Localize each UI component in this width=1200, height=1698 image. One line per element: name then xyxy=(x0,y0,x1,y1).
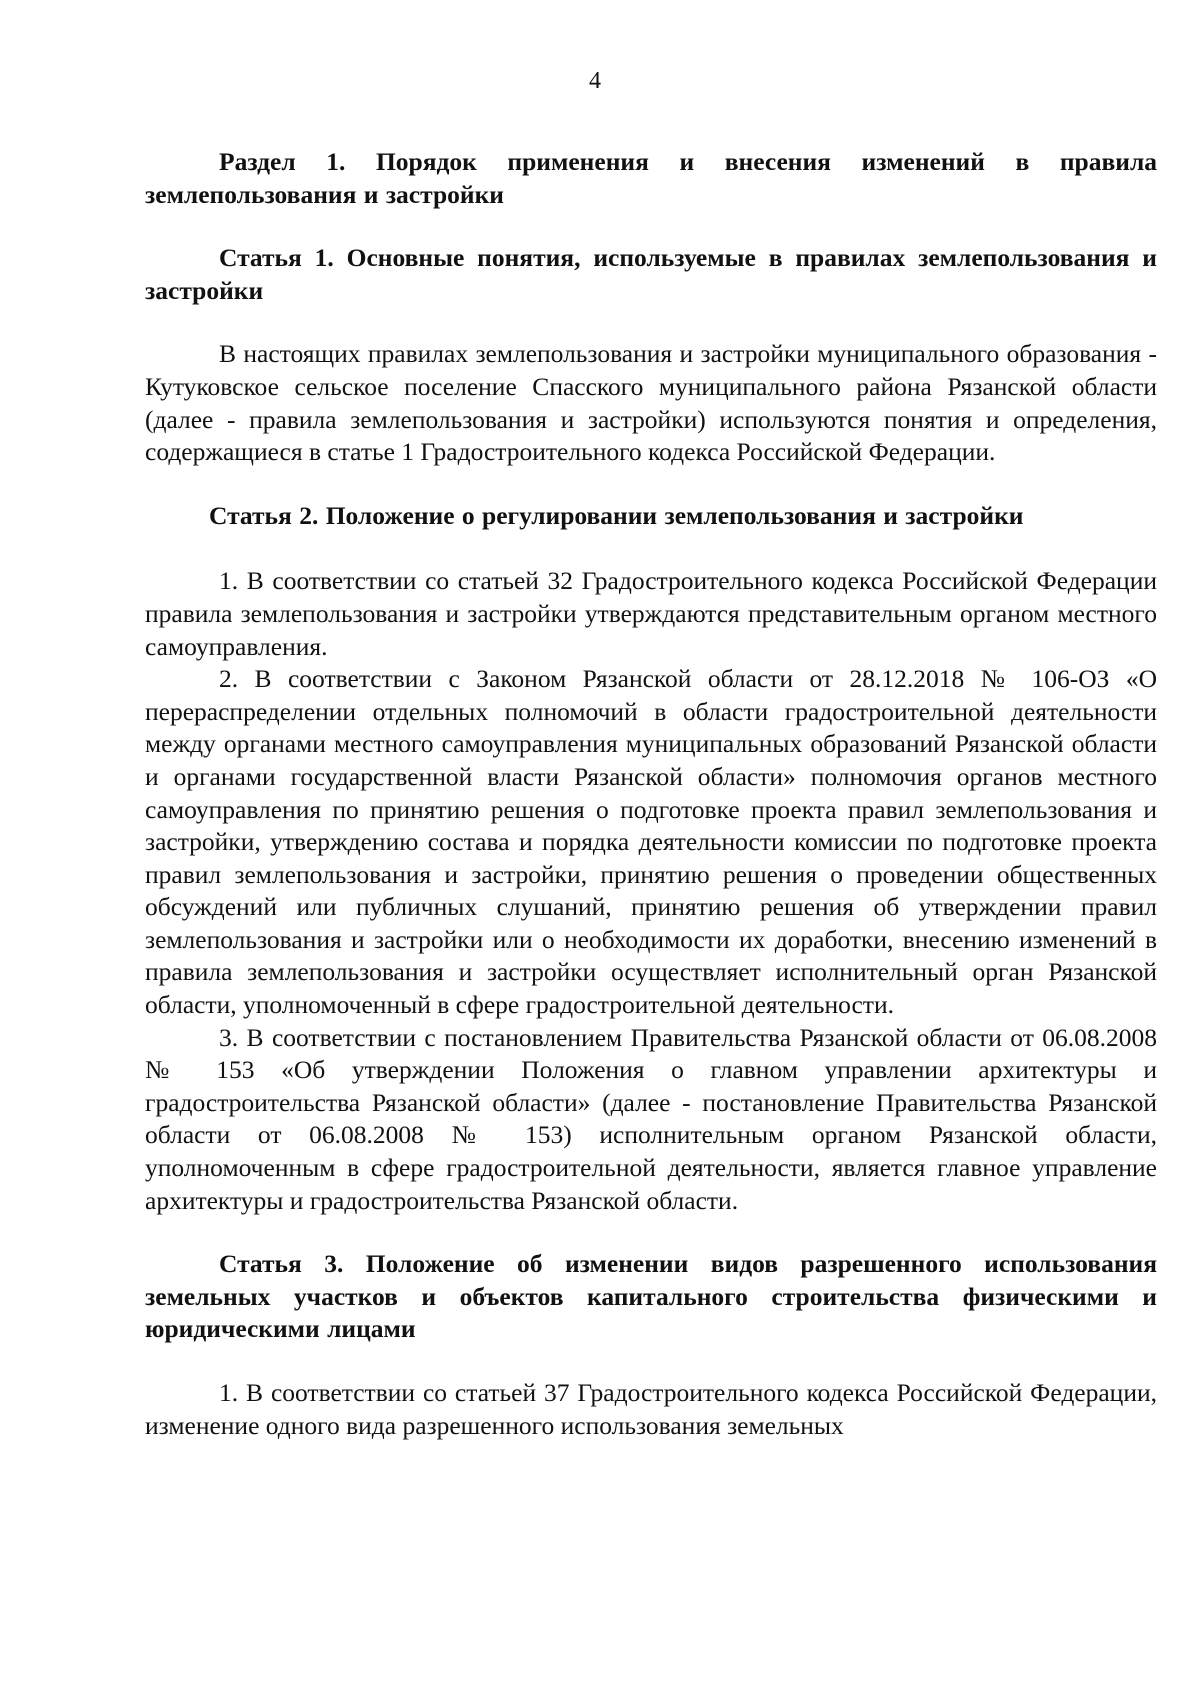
article-1-paragraph: В настоящих правилах землепользования и застройки муниципального образования - Кутуковское сельское поселение Спасского муниципального района Рязанской области (далее - правила землепользования и застройки) используются понятия и определения, содержащиеся в статье 1 Градостроительного кодекса Российской Федерации. xyxy=(145,339,1157,467)
article-2-paragraph-3: 3. В соответствии с постановлением Правительства Рязанской области от 06.08.2008 № 153 «Об утверждении Положения о главном управлении архитектуры и градостроительства Рязанской области» (далее - постановление Правительства Рязанской области от 06.08.2008 № 153) исполнительным органом Рязанской области, уполномоченным в сфере градостроительной деятельности, является главное управление архитектуры и градостроительства Рязанской области. xyxy=(145,1022,1157,1215)
section-heading: Раздел 1. Порядок применения и внесения изменений в правила землепользования и застройки xyxy=(145,147,1157,209)
document-body xyxy=(145,146,1157,1442)
article-2-heading: Статья 2. Положение о регулировании землепользования и застройки xyxy=(209,500,1024,530)
article-2-paragraph-2: 2. В соответствии с Законом Рязанской области от 28.12.2018 № 106-ОЗ «О перераспределении отдельных полномочий в области градостроительной деятельности между органами местного самоуправления муниципальных образований Рязанской области и органами государственной власти Рязанской области» полномочия органов местного самоуправления по принятию решения о подготовке проекта правил землепользования и застройки, утверждению состава и порядка деятельности комиссии по подготовке проекта правил землепользования и застройки, принятию решения о проведении общественных обсуждений или публичных слушаний, принятию решения об утверждении правил землепользования и застройки или о необходимости их доработки, внесению изменений в правила землепользования и застройки осуществляет исполнительный орган Рязанской области, уполномоченный в сфере градостроительной деятельности. xyxy=(145,664,1157,1020)
article-3-heading: Статья 3. Положение об изменении видов разрешенного использования земельных участков и объектов капитального строительства физическими и юридическими лицами xyxy=(145,1249,1157,1344)
article-2-paragraph-1: 1. В соответствии со статьей 32 Градостроительного кодекса Российской Федерации правила землепользования и застройки утверждаются представительным органом местного самоуправления. xyxy=(145,566,1157,661)
article-1-heading: Статья 1. Основные понятия, используемые в правилах землепользования и застройки xyxy=(145,243,1157,305)
page-number: 4 xyxy=(589,68,601,94)
article-3-paragraph-1: 1. В соответствии со статьей 37 Градостроительного кодекса Российской Федерации, изменение одного вида разрешенного использования земельных xyxy=(145,1378,1157,1440)
